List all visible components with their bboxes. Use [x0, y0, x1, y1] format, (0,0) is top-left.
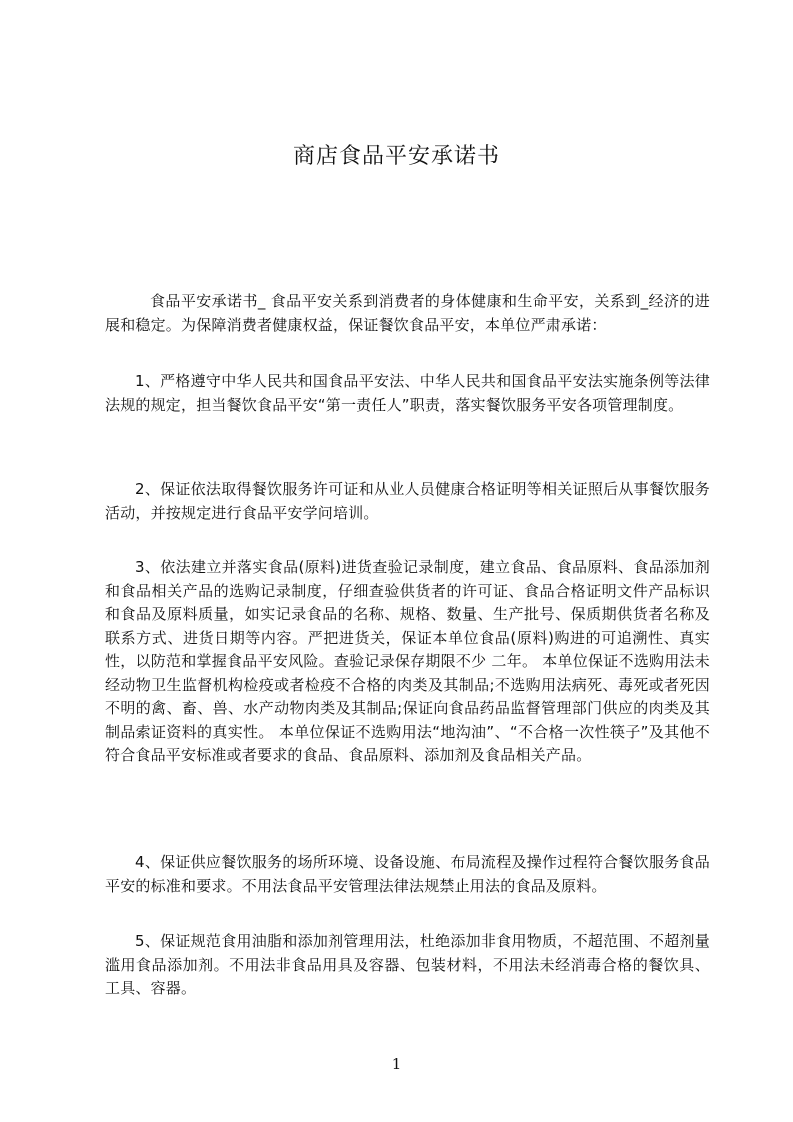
commitment-item-3: 3、依法建立并落实食品(原料)进货查验记录制度，建立食品、食品原料、食品添加剂和食品相关产品的选购记录制度，仔细查验供货者的许可证、食品合格证明文件产品标识和食品及原料质量，如实记录食品的名称、规格、数量、生产批号、保质期供货者名称及联系方式、进货日期等内容。严把进货关，保证本单位食品(原料)购进的可追溯性、真实性，以防范和掌握食品平安风险。查验记录保存期限不少 二年。 本单位保证不选购用法未经动物卫生监督机构检疫或者检疫不合格的肉类及其制品;不选购用法病死、毒死或者死因不明的禽、畜、兽、水产动物肉类及其制品;保证向食品药品监督管理部门供应的肉类及其制品索证资料的真实性。 本单位保证不选购用法“地沟油”、“不合格一次性筷子”及其他不符合食品平安标准或者要求的食品、食品原料、添加剂及食品相关产品。 [105, 558, 710, 764]
commitment-item-2: 2、保证依法取得餐饮服务许可证和从业人员健康合格证明等相关证照后从事餐饮服务活动，并按规定进行食品平安学问培训。 [105, 480, 710, 522]
intro-paragraph: 食品平安承诺书_ 食品平安关系到消费者的身体健康和生命平安，关系到_经济的进展和稳定。为保障消费者健康权益，保证餐饮食品平安，本单位严肃承诺： [105, 292, 710, 334]
commitment-item-5: 5、保证规范食用油脂和添加剂管理用法，杜绝添加非食用物质，不超范围、不超剂量滥用食品添加剂。不用法非食品用具及容器、包装材料，不用法未经消毒合格的餐饮具、工具、容器。 [105, 932, 710, 997]
document-title: 商店食品平安承诺书 [292, 144, 500, 169]
commitment-item-4: 4、保证供应餐饮服务的场所环境、设备设施、布局流程及操作过程符合餐饮服务食品平安的标准和要求。不用法食品平安管理法律法规禁止用法的食品及原料。 [105, 853, 710, 895]
commitment-item-1: 1、严格遵守中华人民共和国食品平安法、中华人民共和国食品平安法实施条例等法律法规的规定，担当餐饮食品平安“第一责任人”职责，落实餐饮服务平安各项管理制度。 [105, 372, 710, 414]
page-number: 1 [391, 1055, 402, 1073]
